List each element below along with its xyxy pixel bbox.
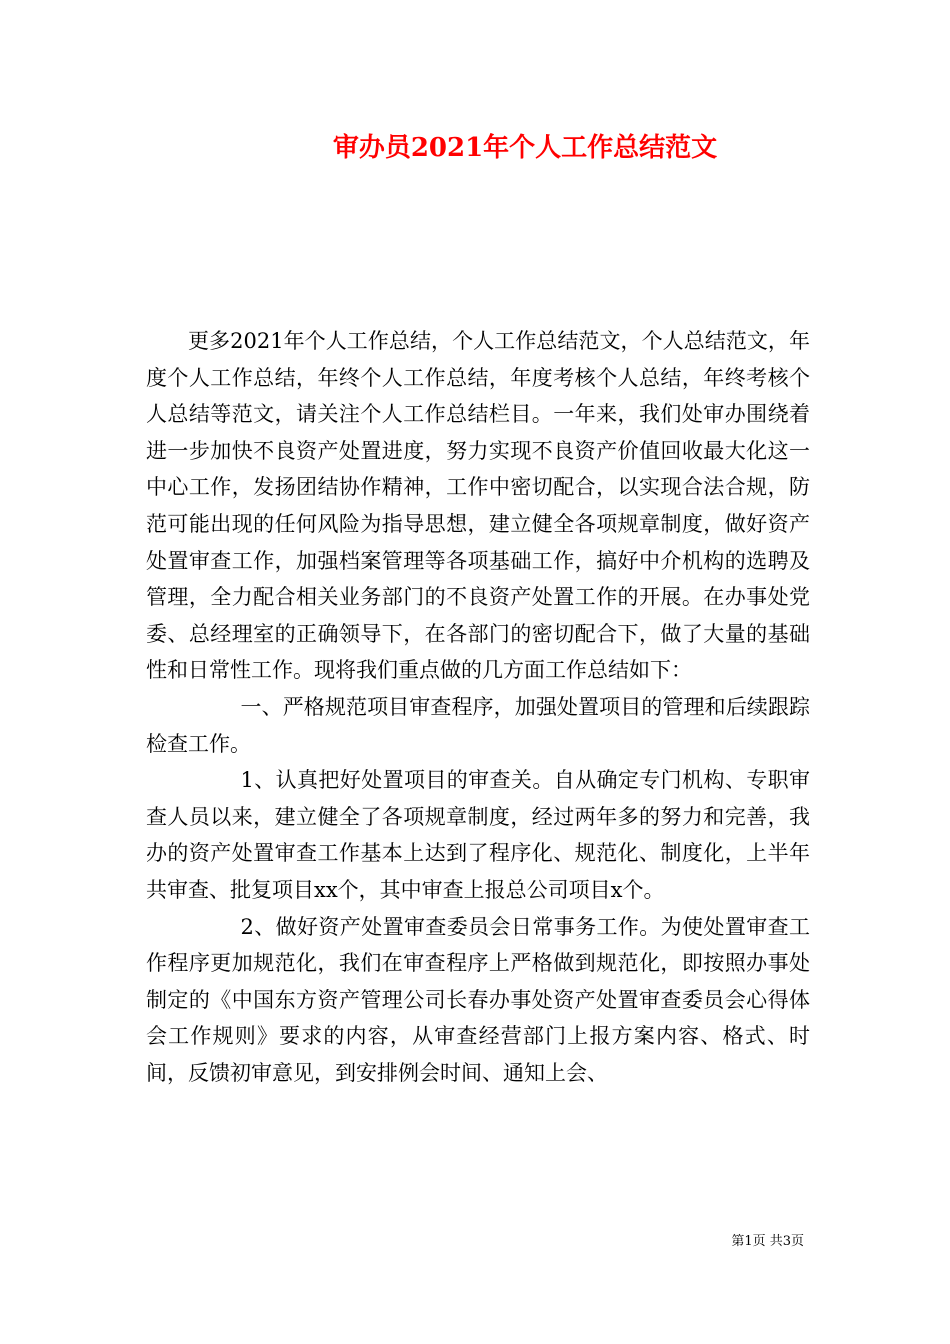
document-body [146, 323, 810, 1091]
paragraph-section-1: 一、严格规范项目审查程序，加强处置项目的管理和后续跟踪检查工作。 [146, 694, 810, 756]
page-footer: 第1页 共3页 [731, 1234, 804, 1249]
paragraph-item-2: 2、做好资产处置审查委员会日常事务工作。为使处置审查工作程序更加规范化，我们在审查程序上严格做到规范化，即按照办事处制定的《中国东方资产管理公司长春办事处资产处置审查委员会心得体会工作规则》要求的内容，从审查经营部门上报方案内容、格式、时间，反馈初审意见，到安排例会时间、通知上会、 [146, 914, 810, 1085]
paragraph-item-1: 1、认真把好处置项目的审查关。自从确定专门机构、专职审查人员以来，建立健全了各项规章制度，经过两年多的努力和完善，我办的资产处置审查工作基本上达到了程序化、规范化、制度化，上半年共审查、批复项目xx个，其中审查上报总公司项目x个。 [146, 768, 810, 902]
document-title: 审办员2021年个人工作总结范文 [332, 133, 718, 163]
paragraph-intro: 更多2021年个人工作总结，个人工作总结范文，个人总结范文，年度个人工作总结，年终个人工作总结，年度考核个人总结，年终考核个人总结等范文，请关注个人工作总结栏目。一年来，我们处审办围绕着进一步加快不良资产处置进度，努力实现不良资产价值回收最大化这一中心工作，发扬团结协作精神，工作中密切配合，以实现合法合规，防范可能出现的任何风险为指导思想，建立健全各项规章制度，做好资产处置审查工作，加强档案管理等各项基础工作，搞好中介机构的选聘及管理，全力配合相关业务部门的不良资产处置工作的开展。在办事处党委、总经理室的正确领导下，在各部门的密切配合下，做了大量的基础性和日常性工作。现将我们重点做的几方面工作总结如下： [146, 329, 810, 683]
